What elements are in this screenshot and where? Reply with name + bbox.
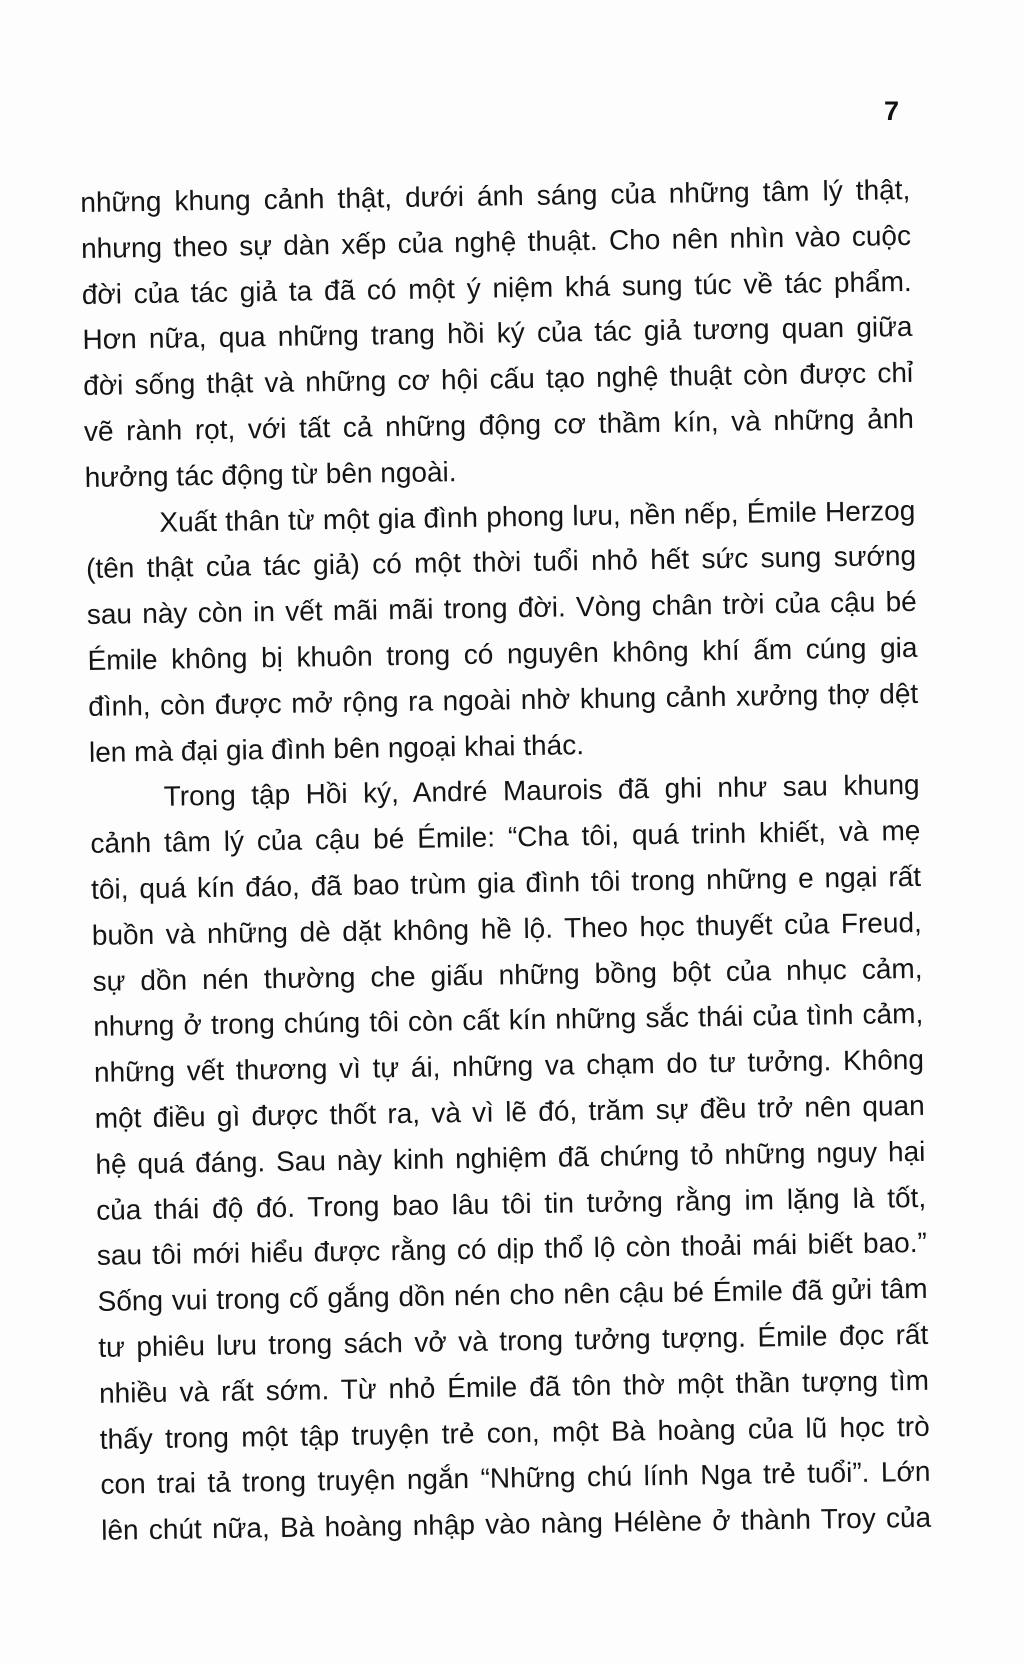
text-line: tôi, quá kín đáo, đã bao trùm gia đình tôi trong những e ngại rất (90, 860, 922, 905)
text-line: đình, còn được mở rộng ra ngoài nhờ khung cảnh xưởng thợ dệt (88, 677, 919, 722)
text-line: thấy trong một tập truyện trẻ con, một Bà hoàng của lũ học trò (99, 1410, 930, 1455)
text-line: buồn và những dè dặt không hề lộ. Theo học thuyết của Freud, (91, 906, 923, 951)
text-line: (tên thật của tác giả) có một thời tuổi nhỏ hết sức sung sướng (85, 540, 917, 585)
text-line: Trong tập Hồi ký, André Maurois đã ghi như sau khung (163, 769, 920, 813)
text-line: một điều gì được thốt ra, và vì lẽ đó, trăm sự đều trở nên quan (94, 1089, 925, 1134)
text-line: Émile không bị khuôn trong có nguyên không khí ấm cúng gia (87, 631, 918, 676)
text-line: đời sống thật và những cơ hội cấu tạo nghệ thuật còn được chỉ (82, 357, 914, 402)
text-line: tư phiêu lưu trong sách vở và trong tưởng tượng. Émile đọc rất (98, 1318, 929, 1363)
text-line: nhiều và rất sớm. Từ nhỏ Émile đã tôn thờ một thần tượng tìm (98, 1364, 930, 1409)
text-line: Sống vui trong cố gắng dồn nén cho nên cậu bé Émile đã gửi tâm (97, 1272, 928, 1317)
text-line: con trai tả trong truyện ngắn “Những chú lính Nga trẻ tuổi”. Lớn (100, 1456, 931, 1501)
text-line: của thái độ đó. Trong bao lâu tôi tin tưởng rằng im lặng là tốt, (95, 1181, 927, 1226)
text-line: sau này còn in vết mãi mãi trong đời. Vòng chân trời của cậu bé (86, 586, 917, 631)
body-text (80, 167, 931, 1554)
text-line: len mà đại gia đình bên ngoại khai thác. (88, 728, 585, 768)
text-line: vẽ rành rọt, với tất cả những động cơ thầm kín, và những ảnh (83, 402, 915, 447)
text-line: sự dồn nén thường che giấu những bồng bột của nhục cảm, (92, 952, 923, 997)
text-line: Xuất thân từ một gia đình phong lưu, nền nếp, Émile Herzog (159, 494, 916, 538)
text-line: hưởng tác động từ bên ngoài. (84, 455, 457, 493)
text-line: những vết thương vì tự ái, những va chạm do tư tưởng. Không (93, 1043, 925, 1089)
page-number: 7 (884, 96, 900, 126)
text-line: đời của tác giả ta đã có một ý niệm khá sung túc về tác phẩm. (81, 265, 912, 310)
text-line: những khung cảnh thật, dưới ánh sáng của những tâm lý thật, (80, 173, 911, 218)
text-line: hệ quá đáng. Sau này kinh nghiệm đã chứng tỏ những nguy hại (95, 1135, 926, 1180)
text-line: sau tôi mới hiểu được rằng có dịp thổ lộ còn thoải mái biết bao.” (96, 1227, 928, 1272)
text-line: nhưng ở trong chúng tôi còn cất kín những sắc thái của tình cảm, (93, 998, 924, 1043)
text-line: cảnh tâm lý của cậu bé Émile: “Cha tôi, quá trinh khiết, và mẹ (90, 815, 921, 860)
text-line: Hơn nữa, qua những trang hồi ký của tác giả tương quan giữa (82, 311, 913, 356)
text-line: nhưng theo sự dàn xếp của nghệ thuật. Cho nên nhìn vào cuộc (80, 219, 912, 264)
text-line: lên chút nữa, Bà hoàng nhập vào nàng Hélène ở thành Troy của (100, 1501, 932, 1546)
